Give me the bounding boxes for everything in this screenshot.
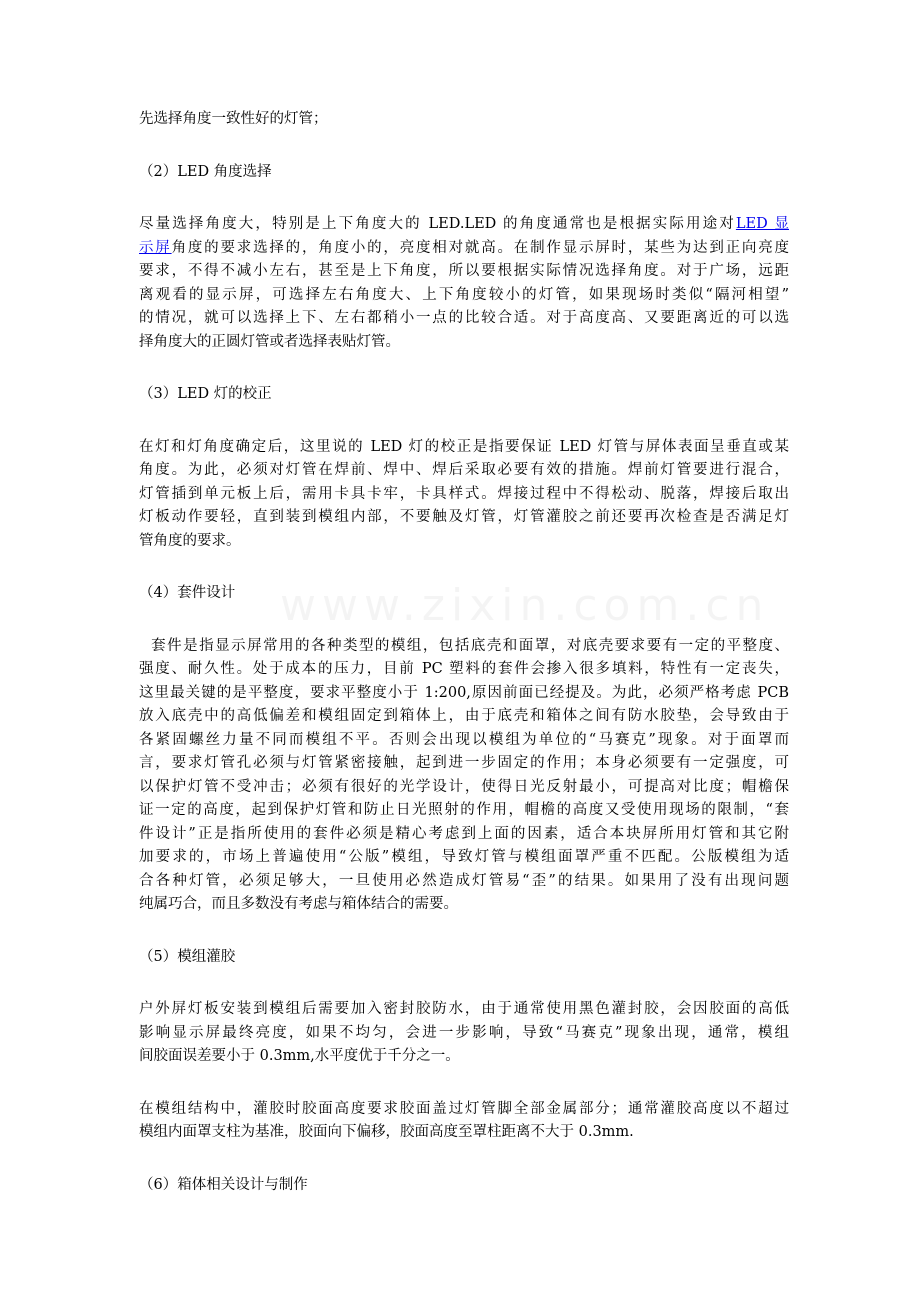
- paragraph-line: 模组内面罩支柱为基准，胶面向下偏移，胶面高度至罩柱距离不大于 0.3mm.: [139, 1124, 634, 1140]
- paragraph-line: 择角度大的正圆灯管或者选择表贴灯管。: [139, 333, 400, 350]
- paragraph-line: 各紧固螺丝力量不同而模组不平。否则会出现以模组为单位的“马赛克”现象。对于面罩而: [139, 731, 789, 748]
- section-heading-kit-design: （4）套件设计: [139, 585, 236, 601]
- paragraph-line: 的情况，就可以选择上下、左右都稍小一点的比较合适。对于高度高、又要距离近的可以选: [139, 310, 789, 326]
- paragraph-led-calibration: [139, 436, 789, 554]
- paragraph-line: 纯属巧合，而且多数没有考虑与箱体结合的需要。: [139, 896, 458, 912]
- paragraph-line: 要求，不得不减小左右，甚至是上下角度，所以要根据实际情况选择角度。对于广场，远距: [139, 263, 789, 279]
- paragraph-module-potting-2: [139, 1098, 789, 1145]
- led-display-link-continued[interactable]: 示屏: [139, 239, 172, 256]
- paragraph-line: 加要求的，市场上普遍使用“公版”模组，导致灯管与模组面罩严重不匹配。公版模组为适: [139, 849, 789, 865]
- paragraph-led-angle: [139, 213, 789, 354]
- paragraph-line: 证一定的高度，起到保护灯管和防止日光照射的作用，帽檐的高度又受使用现场的限制，“套: [139, 802, 789, 818]
- section-heading-led-calibration: （3）LED 灯的校正: [139, 386, 272, 402]
- paragraph-module-potting-1: [139, 998, 789, 1069]
- paragraph-kit-design: [139, 635, 789, 917]
- paragraph-line: 管角度的要求。: [139, 532, 241, 549]
- paragraph-line: 合各种灯管，必须足够大，一旦使用必然造成灯管易“歪”的结果。如果用了没有出现问题: [139, 872, 789, 889]
- paragraph-line: [139, 213, 789, 237]
- led-display-link[interactable]: LED 显: [735, 216, 789, 232]
- section-heading-led-angle: （2）LED 角度选择: [139, 163, 272, 180]
- paragraph-text: 角度的要求选择的，角度小的，亮度相对就高。在制作显示屏时，某些为达到正向亮度: [171, 239, 789, 256]
- paragraph-line: 离观看的显示屏，可选择左右角度大、上下角度较小的灯管，如果现场时类似“隔河相望”: [139, 286, 789, 303]
- paragraph-line: 灯板动作要轻，直到装到模组内部，不要触及灯管，灯管灌胶之前还要再次检查是否满足灯: [139, 509, 789, 525]
- paragraph-line: 套件是指显示屏常用的各种类型的模组，包括底壳和面罩，对底壳要求要有一定的平整度、: [139, 637, 789, 654]
- paragraph-line: 影响显示屏最终亮度，如果不均匀，会进一步影响，导致“马赛克”现象出现，通常，模组: [139, 1024, 789, 1041]
- paragraph-line: 户外屏灯板安装到模组后需要加入密封胶防水，由于通常使用黑色灌封胶，会因胶面的高低: [139, 1001, 789, 1017]
- paragraph-line: 角度。为此，必须对灯管在焊前、焊中、焊后采取必要有效的措施。焊前灯管要进行混合，: [139, 462, 789, 478]
- document-page: [139, 108, 789, 1197]
- paragraph-line: 间胶面误差要小于 0.3mm,水平度优于千分之一。: [139, 1048, 460, 1064]
- paragraph-text: 尽量选择角度大，特别是上下角度大的 LED.LED 的角度通常也是根据实际用途对: [139, 216, 736, 232]
- section-heading-module-potting: （5）模组灌胶: [139, 948, 236, 965]
- paragraph-line: 灯管插到单元板上后，需用卡具卡牢，卡具样式。焊接过程中不得松动、脱落，焊接后取出: [139, 485, 789, 502]
- paragraph-line: 以保护灯管不受冲击；必须有很好的光学设计，使得日光反射最小，可提高对比度；帽檐保: [139, 778, 789, 795]
- paragraph-line: 放入底壳中的高低偏差和模组固定到箱体上，由于底壳和箱体之间有防水胶垫，会导致由于: [139, 708, 789, 724]
- intro-line: 先选择角度一致性好的灯管；: [139, 111, 328, 127]
- paragraph-line: 在模组结构中，灌胶时胶面高度要求胶面盖过灯管脚全部金属部分；通常灌胶高度以不超过: [139, 1100, 789, 1117]
- paragraph-line: 言，要求灯管孔必须与灯管紧密接触，起到进一步固定的作用；本身必须要有一定强度，可: [139, 755, 789, 771]
- paragraph-line: 强度、耐久性。处于成本的压力，目前 PC 塑料的套件会掺入很多填料，特性有一定丧失，: [139, 661, 789, 677]
- paragraph-line: 件设计”正是指所使用的套件必须是精心考虑到上面的因素，适合本块屏所用灯管和其它附: [139, 825, 789, 842]
- paragraph-line: [139, 237, 789, 261]
- paragraph-line: 在灯和灯角度确定后，这里说的 LED 灯的校正是指要保证 LED 灯管与屏体表面呈垂直或某: [139, 438, 789, 455]
- paragraph-line: 这里最关键的是平整度，要求平整度小于 1:200,原因前面已经提及。为此，必须严格考虑 PCB: [139, 684, 789, 701]
- section-heading-cabinet-design: （6）箱体相关设计与制作: [139, 1176, 308, 1193]
